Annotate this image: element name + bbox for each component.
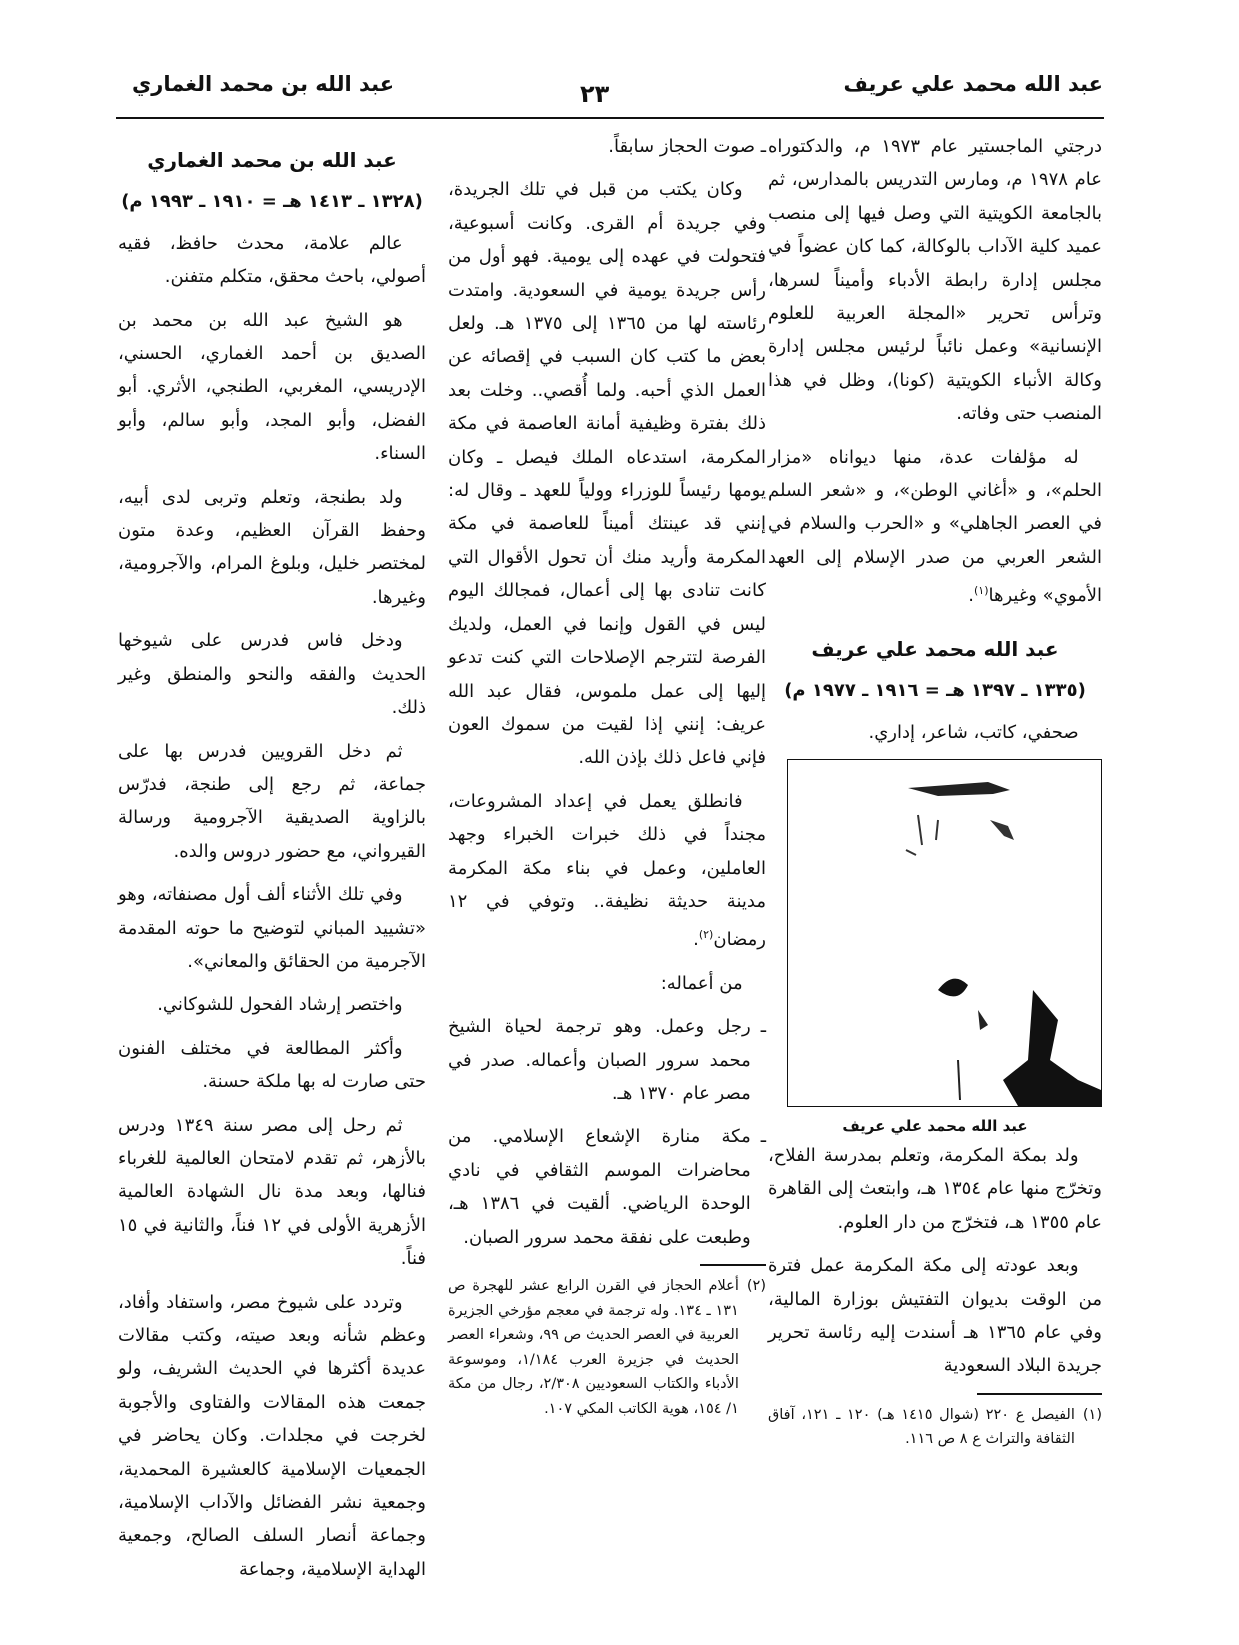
paragraph: ولد بطنجة، وتعلم وتربى لدى أبيه، وحفظ القرآن العظيم، وعدة متون لمختصر خليل، وبلوغ المرام، والآجرومية، وغيرها. — [118, 486, 426, 608]
list-item-text: مكة منارة الإشعاع الإسلامي. من محاضرات الموسم الثقافي في نادي الوحدة الرياضي. ألقيت في ١٣٨٦ هـ، وطبعت على نفقة محمد سرور الصبان. — [448, 1126, 751, 1248]
footnote-text: الفيصل ع ٢٢٠ (شوال ١٤١٥ هـ) ١٢٠ ـ ١٢١، آفاق الثقافة والتراث ع ٨ ص ١١٦. — [768, 1406, 1075, 1448]
portrait-photo — [787, 759, 1102, 1107]
paragraph: وتردد على شيوخ مصر، واستفاد وأفاد، وعظم شأنه وبعد صيته، وكتب مقالات عديدة أكثرها في الحديث الشريف، ولو جمعت هذه المقالات والفتاوى والأجوبة لخرجت في مجلدات. وكان يحاضر في الجمعيات الإسلامية كالعشيرة المحمدية، وجمعية نشر الفضائل والآداب الإسلامية، وجماعة أنصار السلف الصالح، وجمعية الهداية الإسلامية، وجماعة — [118, 1291, 426, 1580]
footnote-number: (٢) — [746, 1278, 766, 1294]
paragraph: وفي تلك الأثناء ألف أول مصنفاته، وهو «تشييد المباني لتوضيح ما حوته المقدمة الآجرمية من الحقائق والمعاني». — [118, 884, 426, 972]
photo-caption: عبد الله محمد علي عريف — [842, 1116, 1028, 1135]
running-header-left: عبد الله بن محمد الغماري — [132, 72, 395, 96]
paragraph-text: له مؤلفات عدة، منها ديواناه «مزار الحلم»، و «أغاني الوطن»، و «شعر السلم في العصر الجاهلي» و «الحرب والسلام في الشعر العربي من صدر الإسلام إلى العهد الأموي» وغيرها — [768, 446, 1102, 607]
entry-dates: (١٣٣٥ ـ ١٣٩٧ هـ = ١٩١٦ ـ ١٩٧٧ م) — [784, 680, 1086, 702]
paragraph: عالم علامة، محدث حافظ، فقيه أصولي، باحث محقق، متكلم متفنن. — [118, 232, 426, 288]
paragraph: وأكثر المطالعة في مختلف الفنون حتى صارت له بها ملكة حسنة. — [118, 1037, 426, 1093]
paragraph — [768, 441, 1102, 613]
footnote — [448, 1274, 766, 1421]
paragraph: وكان يكتب من قبل في تلك الجريدة، وفي جريدة أم القرى. وكانت أسبوعية، فتحولت في عهده إلى يومية. فهو أول من رأس جريدة يومية في السعودية. وامتدت رئاسته لها من ١٣٦٥ إلى ١٣٧٥ هـ. ولعل بعض ما كتب كان السبب في إقصائه عن العمل الذي أحبه. ولما أُقصي.. وخلت بعد ذلك بفترة وظيفية أمانة العاصمة في مكة المكرمة، استدعاه الملك فيصل ـ وكان يومها رئيساً للوزراء وولياً للعهد ـ وقال له: إنني قد عينتك أميناً للعاصمة في مكة المكرمة وأريد منك أن تحول الأقوال التي كانت تنادى بها إلى أعمال، فمجالك اليوم ليس في القول وإنما في العمل، ولديك الفرصة لتترجم الإصلاحات التي كنت تدعو إليها إلى عمل ملموس، فقال عبد الله عريف: إنني إذا لقيت من سموك العون فإني فاعل ذلك بإذن الله. — [448, 179, 766, 769]
left-column — [118, 138, 426, 1596]
paragraph: واختصر إرشاد الفحول للشوكاني. — [157, 994, 403, 1016]
entry-dates: (١٣٢٨ ـ ١٤١٣ هـ = ١٩١٠ ـ ١٩٩٣ م) — [121, 191, 423, 213]
entry-description: صحفي، كاتب، شاعر، إداري. — [868, 721, 1079, 743]
list-item — [448, 1010, 766, 1110]
footnote-ref: (١) — [974, 584, 989, 598]
period: . — [968, 585, 974, 607]
paragraph: درجتي الماجستير عام ١٩٧٣ م، والدكتوراه عام ١٩٧٨ م، ومارس التدريس بالمدارس، ثم بالجامعة الكويتية التي وصل فيها إلى منصب عميد كلية الآداب بالوكالة، كما كان عضواً في مجلس إدارة رابطة الأدباء وأميناً لسرها، وترأس تحرير «المجلة العربية للعلوم الإنسانية» وعمل نائباً لرئيس مجلس إدارة وكالة الأنباء الكويتية (كونا)، وظل في هذا المنصب حتى وفاته. — [768, 136, 1103, 425]
entry-title: عبد الله بن محمد الغماري — [147, 148, 397, 172]
list-item — [448, 1120, 766, 1254]
paragraph: ثم رحل إلى مصر سنة ١٣٤٩ ودرس بالأزهر، ثم تقدم لامتحان العالمية للغرباء فنالها، وبعد مدة نال الشهادة العالمية الأزهرية الأولى في ١٢ فناً، والثانية في ١٥ فناً. — [118, 1114, 427, 1270]
paragraph: ودخل فاس فدرس على شيوخها الحديث والفقه والنحو والمنطق وغير ذلك. — [118, 630, 426, 719]
page-number: ٢٣ — [580, 80, 610, 108]
paragraph — [448, 785, 766, 957]
paragraph-text: فانطلق يعمل في إعداد المشروعات، مجنداً في ذلك خبرات الخبراء وجهد العاملين، وعمل في بناء مكة المكرمة مدينة حديثة نظيفة.. وتوفي في ١٢ رمضان — [448, 790, 766, 951]
header-rule — [116, 117, 1104, 119]
footnote-rule — [700, 1264, 766, 1266]
footnote-number: (١) — [1082, 1406, 1102, 1423]
paragraph: هو الشيخ عبد الله بن محمد بن الصديق بن أحمد الغماري، الحسني، الإدريسي، المغربي، الطنجي، الأثري. أبو الفضل، وأبو المجد، وأبو سالم، وأبو السناء. — [118, 309, 426, 465]
footnote-ref: (٢) — [698, 928, 714, 942]
right-column — [768, 130, 1102, 1452]
list-dash: ـ — [760, 1016, 766, 1038]
paragraph: ـ صوت الحجاز سابقاً. — [608, 136, 766, 157]
footnote-rule — [977, 1393, 1102, 1395]
list-dash: ـ — [760, 1126, 766, 1148]
entry-title: عبد الله محمد علي عريف — [811, 636, 1059, 661]
paragraph: وبعد عودته إلى مكة المكرمة عمل فترة من الوقت بديوان التفتيش بوزارة المالية، وفي عام ١٣٦٥ هـ أسندت إليه رئاسة تحرير جريدة البلاد السعودية — [768, 1255, 1102, 1377]
running-header-right: عبد الله محمد علي عريف — [843, 72, 1103, 96]
paragraph: ولد بمكة المكرمة، وتعلم بمدرسة الفلاح، وتخرّج منها عام ١٣٥٤ هـ، وابتعث إلى القاهرة عام ١٣٥٥ هـ، فتخرّج من دار العلوم. — [768, 1144, 1102, 1233]
footnote-text: أعلام الحجاز في القرن الرابع عشر للهجرة ص ١٣١ ـ ١٣٤. وله ترجمة في معجم مؤرخي الجزيرة العربية في العصر الحديث ص ٩٩، وشعراء العصر الحديث في جزيرة العرب ١/١٨٤، وموسوعة الأدباء والكتاب السعوديين ٢/٣٠٨، رجال من مكة ١/ ١٥٤، هوية الكاتب المكي ١٠٧. — [448, 1278, 739, 1417]
works-label: من أعماله: — [660, 972, 743, 994]
paragraph: ثم دخل القرويين فدرس بها على جماعة، ثم رجع إلى طنجة، فدرّس بالزاوية الصديقية الآجرومية ورسالة القيرواني، مع حضور دروس والده. — [118, 740, 426, 862]
footnote — [768, 1403, 1102, 1452]
period: . — [693, 929, 699, 951]
middle-column — [448, 130, 766, 1421]
list-item-text: رجل وعمل. وهو ترجمة لحياة الشيخ محمد سرور الصبان وأعماله. صدر في مصر عام ١٣٧٠ هـ. — [448, 1016, 751, 1104]
portrait-image — [788, 760, 1101, 1106]
